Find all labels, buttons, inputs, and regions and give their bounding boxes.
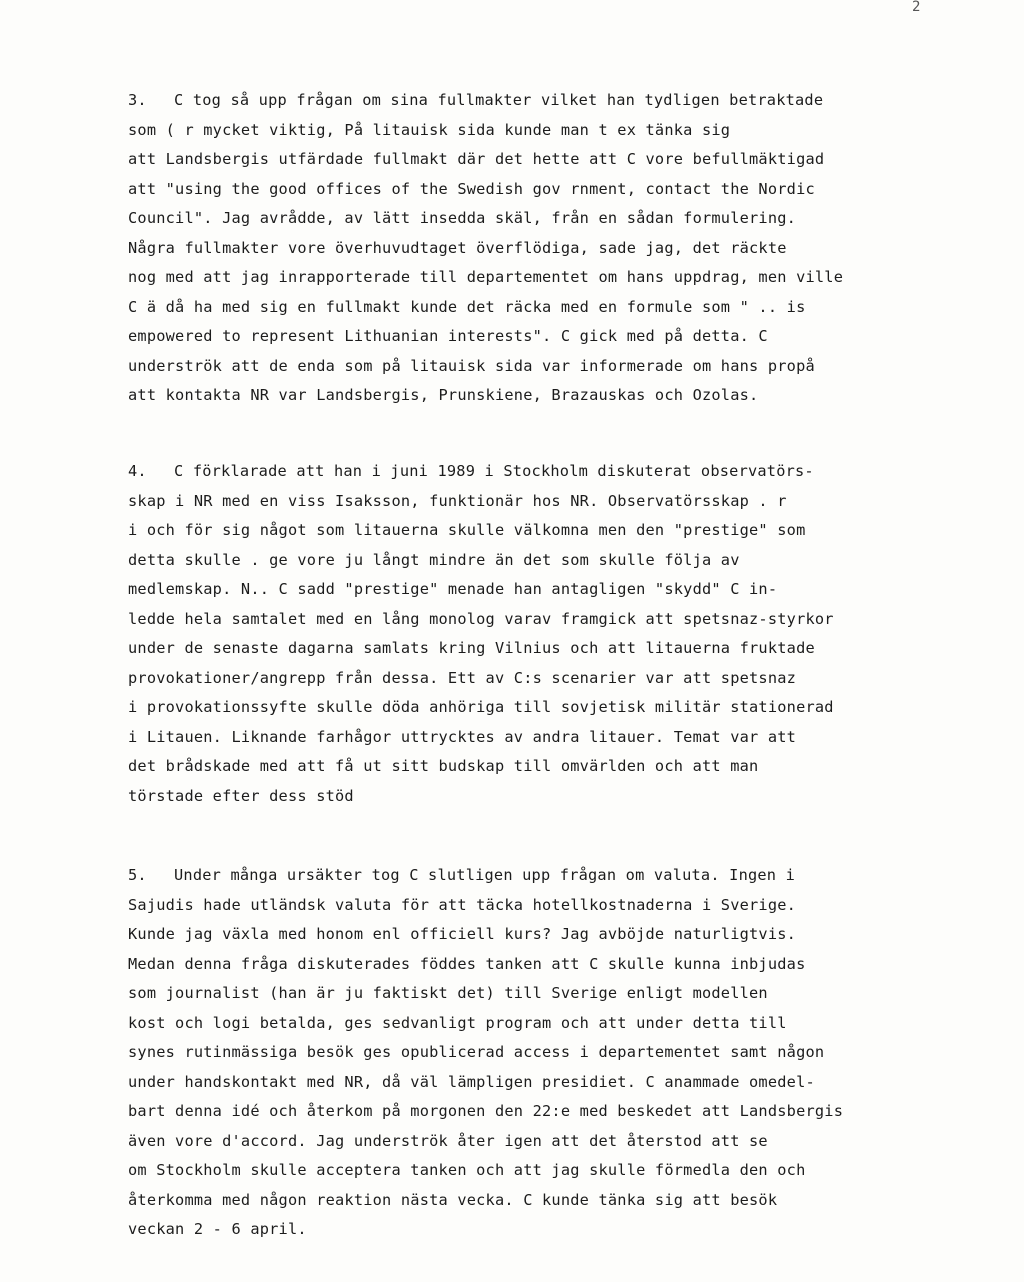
text-line: som journalist (han är ju faktiskt det) till Sverige enligt modellen <box>128 984 768 1002</box>
text-line: Sajudis hade utländsk valuta för att täcka hotellkostnaderna i Sverige. <box>128 895 797 914</box>
text-line: under handskontakt med NR, då väl lämpligen presidiet. C anammade omedel- <box>128 1072 815 1091</box>
text-line: kost och logi betalda, ges sedvanligt program och att under detta till <box>128 1013 787 1032</box>
text-line: C ä då ha med sig en fullmakt kunde det räcka med en formule som " .. is <box>128 297 806 316</box>
paragraph-number: 5. <box>128 866 147 884</box>
paragraph-number: 4. <box>128 462 147 480</box>
text-line: att kontakta NR var Landsbergis, Prunskiene, Brazauskas och Ozolas. <box>128 386 759 404</box>
text-line: det brådskade med att få ut sitt budskap till omvärlden och att man <box>128 757 759 775</box>
text-line: i och för sig något som litauerna skulle välkomna men den "prestige" som <box>128 521 806 539</box>
paragraph-3 <box>128 86 1008 411</box>
text-line: under de senaste dagarna samlats kring Vilnius och att litauerna fruktade <box>128 639 815 657</box>
text-line: 5. Under många ursäkter tog C slutligen upp frågan om valuta. Ingen i <box>128 861 1008 891</box>
text-line: återkomma med någon reaktion nästa vecka. C kunde tänka sig att besök <box>128 1190 778 1209</box>
text-line: som ( r mycket viktig, På litauisk sida kunde man t ex tänka sig <box>128 120 731 139</box>
text-line: Kunde jag växla med honom enl officiell kurs? Jag avböjde naturligtvis. <box>128 925 797 943</box>
text-line: detta skulle . ge vore ju långt mindre än det som skulle följa av <box>128 550 740 569</box>
text-line: bart denna idé och återkom på morgonen den 22:e med beskedet att Landsbergis <box>128 1102 844 1120</box>
text-line: skap i NR med en viss Isaksson, funktionär hos NR. Observatörsskap . r <box>128 491 787 510</box>
text-line: att Landsbergis utfärdade fullmakt där det hette att C vore befullmäktigad <box>128 150 825 168</box>
paragraph-number: 3. <box>128 91 147 109</box>
text-line: empowered to represent Lithuanian interests". C gick med på detta. C <box>128 327 768 345</box>
text-line: medlemskap. N.. C sadd "prestige" menade han antagligen "skydd" C in- <box>128 580 778 598</box>
text-line: Några fullmakter vore överhuvudtaget överflödiga, sade jag, det räckte <box>128 238 787 257</box>
text-line: 3. C tog så upp frågan om sina fullmakter vilket han tydligen betraktade <box>128 86 1008 116</box>
text-line: ledde hela samtalet med en lång monolog varav framgick att spetsnaz-styrkor <box>128 609 834 628</box>
text-line: i Litauen. Liknande farhågor uttrycktes av andra litauer. Temat var att <box>128 727 797 746</box>
text-line: i provokationssyfte skulle döda anhöriga till sovjetisk militär stationerad <box>128 698 834 716</box>
text-line: Council". Jag avrådde, av lätt insedda skäl, från en sådan formulering. <box>128 209 797 227</box>
text-line: underströk att de enda som på litauisk sida var informerade om hans propå <box>128 356 815 375</box>
text-line: provokationer/angrepp från dessa. Ett av C:s scenarier var att spetsnaz <box>128 668 797 687</box>
text-line: törstade efter dess stöd <box>128 786 354 805</box>
text-line: även vore d'accord. Jag underströk åter igen att det återstod att se <box>128 1131 768 1150</box>
text-line: synes rutinmässiga besök ges opublicerad access i departementet samt någon <box>128 1043 825 1061</box>
page-number: 2 <box>912 0 921 15</box>
text-line: att "using the good offices of the Swedish gov rnment, contact the Nordic <box>128 179 815 198</box>
paragraph-4 <box>128 457 1008 811</box>
text-line: om Stockholm skulle acceptera tanken och att jag skulle förmedla den och <box>128 1161 806 1179</box>
text-line: 4. C förklarade att han i juni 1989 i Stockholm diskuterat observatörs- <box>128 457 1008 487</box>
text-line: nog med att jag inrapporterade till departementet om hans uppdrag, men ville <box>128 268 844 286</box>
paragraph-5 <box>128 861 1008 1245</box>
text-line: veckan 2 - 6 april. <box>128 1220 307 1238</box>
text-line: Medan denna fråga diskuterades föddes tanken att C skulle kunna inbjudas <box>128 954 806 973</box>
